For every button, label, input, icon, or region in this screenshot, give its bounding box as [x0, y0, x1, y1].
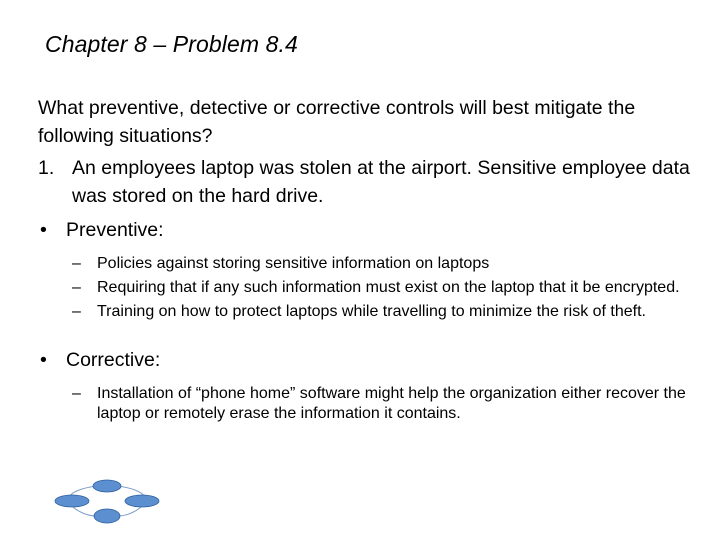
- sub-point: [38, 278, 706, 298]
- sub-point: [38, 384, 706, 424]
- slide-title: Chapter 8 – Problem 8.4: [45, 31, 298, 57]
- cycle-diagram-icon: [52, 478, 162, 526]
- numbered-item: [38, 154, 706, 210]
- question-intro: What preventive, detective or corrective controls will best mitigate the following situations?: [38, 97, 636, 147]
- connector-bottom-left: [72, 506, 96, 516]
- sub-point-text: Training on how to protect laptops while travelling to minimize the risk of theft.: [97, 303, 646, 320]
- bullet-marker: •: [40, 219, 47, 241]
- diagram-node-right: [125, 495, 159, 507]
- connector-top-right: [118, 486, 144, 496]
- preventive-points: [38, 254, 706, 322]
- diagram-node-bottom: [94, 509, 120, 523]
- diagram-node-top: [93, 480, 121, 492]
- sub-point: [38, 254, 706, 274]
- dash-marker: –: [72, 255, 81, 272]
- section-heading: Corrective:: [66, 349, 161, 371]
- section-preventive: [38, 216, 706, 244]
- item-text: An employees laptop was stolen at the airport. Sensitive employee data was stored on the hard drive.: [72, 157, 690, 207]
- item-number: 1.: [38, 157, 55, 179]
- sub-point-text: Installation of “phone home” software might help the organization either recover the laptop or remotely erase the information it contains.: [97, 385, 686, 422]
- dash-marker: –: [72, 279, 81, 296]
- diagram-node-left: [55, 495, 89, 507]
- connector-top-left: [70, 486, 96, 496]
- section-corrective: [38, 346, 706, 374]
- dash-marker: –: [72, 385, 81, 402]
- sub-point-text: Requiring that if any such information must exist on the laptop that it be encrypted.: [97, 279, 680, 296]
- connector-bottom-right: [118, 506, 142, 516]
- sub-point: [38, 302, 706, 322]
- slide-body: [38, 94, 706, 428]
- bullet-marker: •: [40, 349, 47, 371]
- corrective-points: [38, 384, 706, 424]
- dash-marker: –: [72, 303, 81, 320]
- sub-point-text: Policies against storing sensitive information on laptops: [97, 255, 490, 272]
- section-heading: Preventive:: [66, 219, 164, 241]
